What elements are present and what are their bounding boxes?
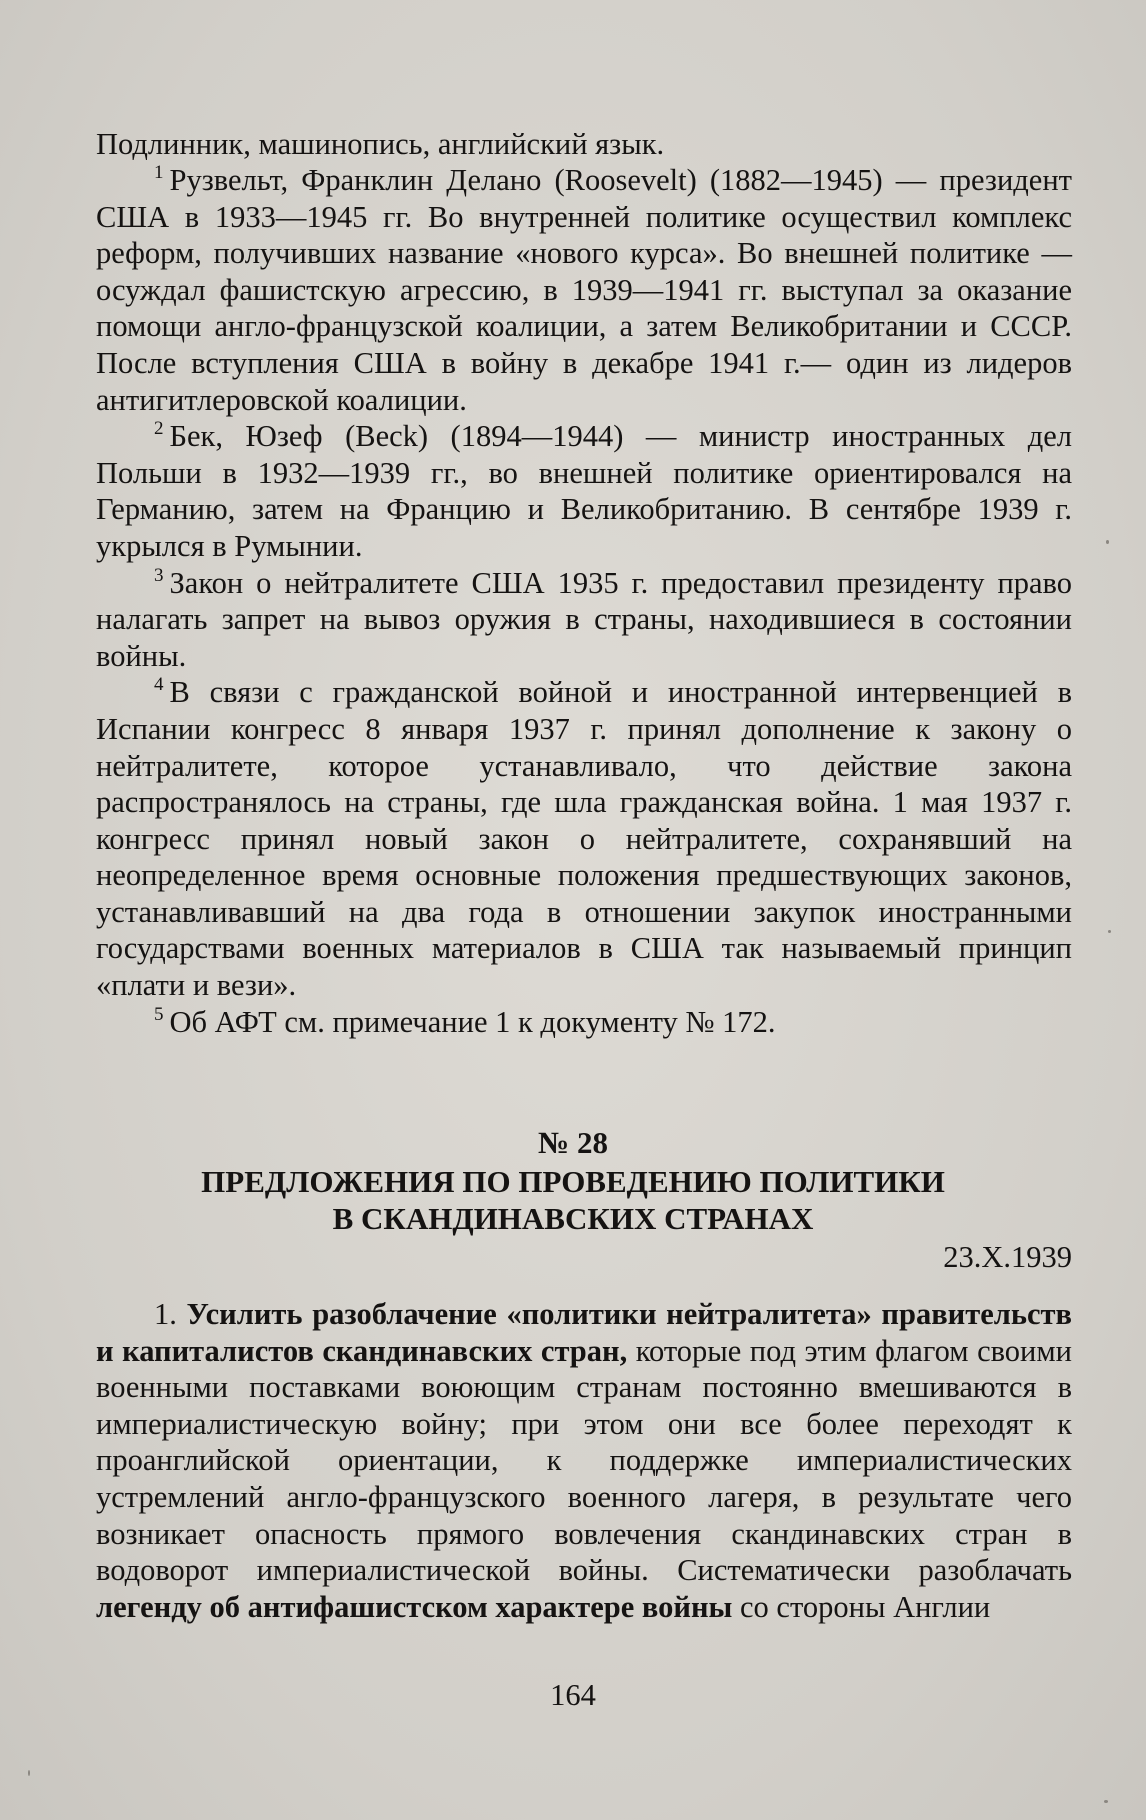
footnotes [96,162,1072,1040]
document-number: № 28 [538,1125,608,1160]
document-date: 23.X.1939 [943,1240,1072,1274]
document-title-line-2: В СКАНДИНАВСКИХ СТРАНАХ [332,1201,814,1236]
print-speck [1104,1800,1108,1803]
footnote-text: Об АФТ см. примечание 1 к документу № 172. [169,1004,776,1039]
footnote-marker: 1 [154,162,164,183]
emphasis-text: легенду об антифашистском характере войны [96,1589,733,1624]
paragraph-text: которые под этим флагом своими военными поставками воюющим странам постоянно вмешиваются в империалистическую войну; при этом они все более переходят к проанглийской ориентации, к поддержке империалистических устремлений англо-французского военного лагеря, в результате чего возникает опасность прямого вовлечения скандинавских стран в водоворот империалистической войны. Систематически разоблачать [96,1333,1072,1588]
paragraph-text: со стороны Англии [732,1589,991,1624]
emphasis-text: Усилить разоблачение «политики нейтралитета» правительств и капиталистов скандинавских стран, [96,1297,1073,1368]
document-title-line-1: ПРЕДЛОЖЕНИЯ ПО ПРОВЕДЕНИЮ ПОЛИТИКИ [201,1164,945,1199]
footnote-4 [96,674,1072,1003]
footnote-marker: 3 [154,564,164,586]
print-speck [1108,930,1111,933]
footnote-marker: 2 [154,418,164,440]
footnote-5 [96,1004,1072,1041]
source-note: Подлинник, машинопись, английский язык. [96,127,665,161]
footnote-marker: 5 [154,1003,164,1025]
footnote-3 [96,565,1072,675]
paragraph-lead: 1. [154,1297,187,1331]
print-speck [28,1770,30,1776]
footnote-2 [96,418,1072,564]
footnote-marker: 4 [154,674,164,696]
footnote-text: В связи с гражданской войной и иностранной интервенцией в Испании конгресс 8 января 1937 г. принял дополнение к закону о нейтралитете, которое устанавливало, что действие закона распространялось на страны, где шла гражданская война. 1 мая 1937 г. конгресс принял новый закон о нейтралитете, сохранявший на неопределенное время основные положения предшествующих законов, устанавливавший на два года в отношении закупок иностранными государствами военных материалов в США так называемый принцип «плати и вези». [96,675,1072,1003]
paragraph-1 [96,1296,1072,1625]
document-title [0,1163,1146,1237]
document-body [96,1296,1072,1625]
footnote-text: Рузвельт, Франклин Делано (Roosevelt) (1882—1945) — президент США в 1933—1945 гг. Во внутренней политике осуществил комплекс реформ, получивших название «нового курса». Во внешней политике — осуждал фашистскую агрессию, в 1939—1941 гг. выступал за оказание помощи англо-французской коалиции, а затем Великобритании и СССР. После вступления США в войну в декабре 1941 г.— один из лидеров антигитлеровской коалиции. [96,163,1072,417]
footnote-text: Закон о нейтралитете США 1935 г. предоставил президенту право налагать запрет на вывоз оружия в страны, находившиеся в состоянии войны. [96,565,1072,673]
page-number: 164 [550,1678,596,1712]
footnote-1 [96,162,1072,418]
footnote-text: Бек, Юзеф (Beck) (1894—1944) — министр иностранных дел Польши в 1932—1939 гг., во внешней политике ориентировался на Германию, затем на Францию и Великобританию. В сентябре 1939 г. укрылся в Румынии. [96,419,1072,563]
print-speck [1106,540,1109,544]
